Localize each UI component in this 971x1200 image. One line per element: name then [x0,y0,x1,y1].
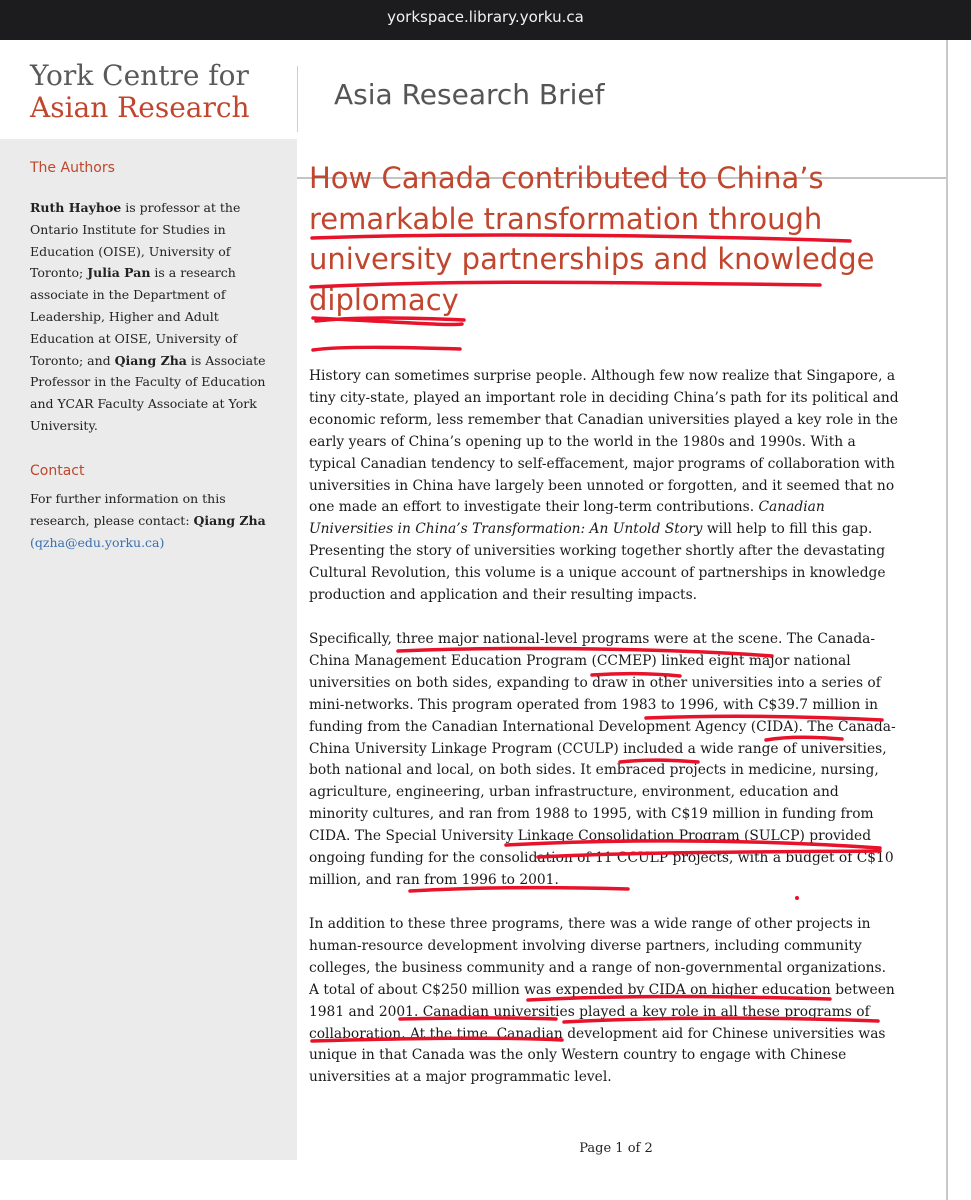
authors-text [30,197,280,437]
logo-line-2: Asian Research [30,91,250,124]
contact-name: Qiang Zha [193,512,266,528]
author-desc: is professor at the Ontario Institute for Studies in Education (OISE), University of Toronto; [30,200,241,281]
ycar-logo [30,60,250,124]
author-desc: is a research associate in the Department of Leadership, Higher and Adult Education at OISE, University of Toronto; and [30,265,238,368]
paragraph-1-text-2: will help to fill this gap. Presenting the story of universities working together shortly after the devastating Cultural Revolution, this volume is a unique account of partnerships in knowledge production and application and their resulting impacts. [309,521,886,604]
author-name: Julia Pan [87,265,151,281]
url-text[interactable]: yorkspace.library.yorku.ca [387,8,584,26]
contact-heading: Contact [30,463,85,479]
authors-heading: The Authors [30,160,115,176]
contact-email-link[interactable]: (qzha@edu.yorku.ca) [30,534,165,550]
author-name: Qiang Zha [114,352,187,368]
paragraph-2: Specifically, three major national-level programs were at the scene. The Canada-China Management Education Program (CCMEP) linked eight major national universities on both sides, expanding to draw in other universities into a series of mini-networks. This program operated from 1983 to 1996, with C$39.7 million in funding from the Canadian International Development Agency (CIDA). The Canada-China University Linkage Program (CCULP) included a wide range of universities, both national and local, on both sides. It embraced projects in medicine, nursing, agriculture, engineering, urban infrastructure, environment, education and minority cultures, and ran from 1988 to 1995, with C$19 million in funding from CIDA. The Special University Linkage Consolidation Program (SULCP) provided ongoing funding for the consolidation of 11 CCULP projects, with a budget of C$10 million, and ran from 1996 to 2001. [309,631,896,888]
book-title: Canadian Universities in China’s Transformation: An Untold Story [309,499,825,538]
sidebar [0,139,297,1160]
header-divider [297,66,298,132]
article-title: How Canada contributed to China’s remarkable transformation through university partnerships and knowledge diplomacy [309,161,875,317]
author-desc: is Associate Professor in the Faculty of Education and YCAR Faculty Associate at York University. [30,352,266,433]
contact-text [30,488,280,553]
paragraph-1-text: History can sometimes surprise people. Although few now realize that Singapore, a tiny city-state, played an important role in deciding China’s path for its political and economic reform, less remember that Canadian universities played a key role in the early years of China’s opening up to the world in the 1980s and 1990s. With a typical Canadian tendency to self-effacement, major programs of collaboration with universities in China have largely been unnoted or forgotten, and it seemed that no one made an effort to investigate their long-term contributions. [309,368,899,516]
paragraph-1 [309,366,899,607]
publication-title: Asia Research Brief [334,78,605,111]
browser-address-bar[interactable] [0,0,971,40]
page-number: Page 1 of 2 [579,1141,653,1156]
contact-desc: For further information on this research, please contact: [30,491,226,528]
paragraph-3: In addition to these three programs, there was a wide range of other projects in human-resource development involving diverse partners, including community colleges, the business community and a range of non-governmental organizations. A total of about C$250 million was expended by CIDA on higher education between 1981 and 2001. Canadian universities played a key role in all these programs of collaboration. At the time, Canadian development aid for Chinese universities was unique in that Canada was the only Western country to engage with Chinese universities at a major programmatic level. [309,916,895,1086]
logo-line-1: York Centre for [30,59,249,92]
author-name: Ruth Hayhoe [30,200,122,215]
